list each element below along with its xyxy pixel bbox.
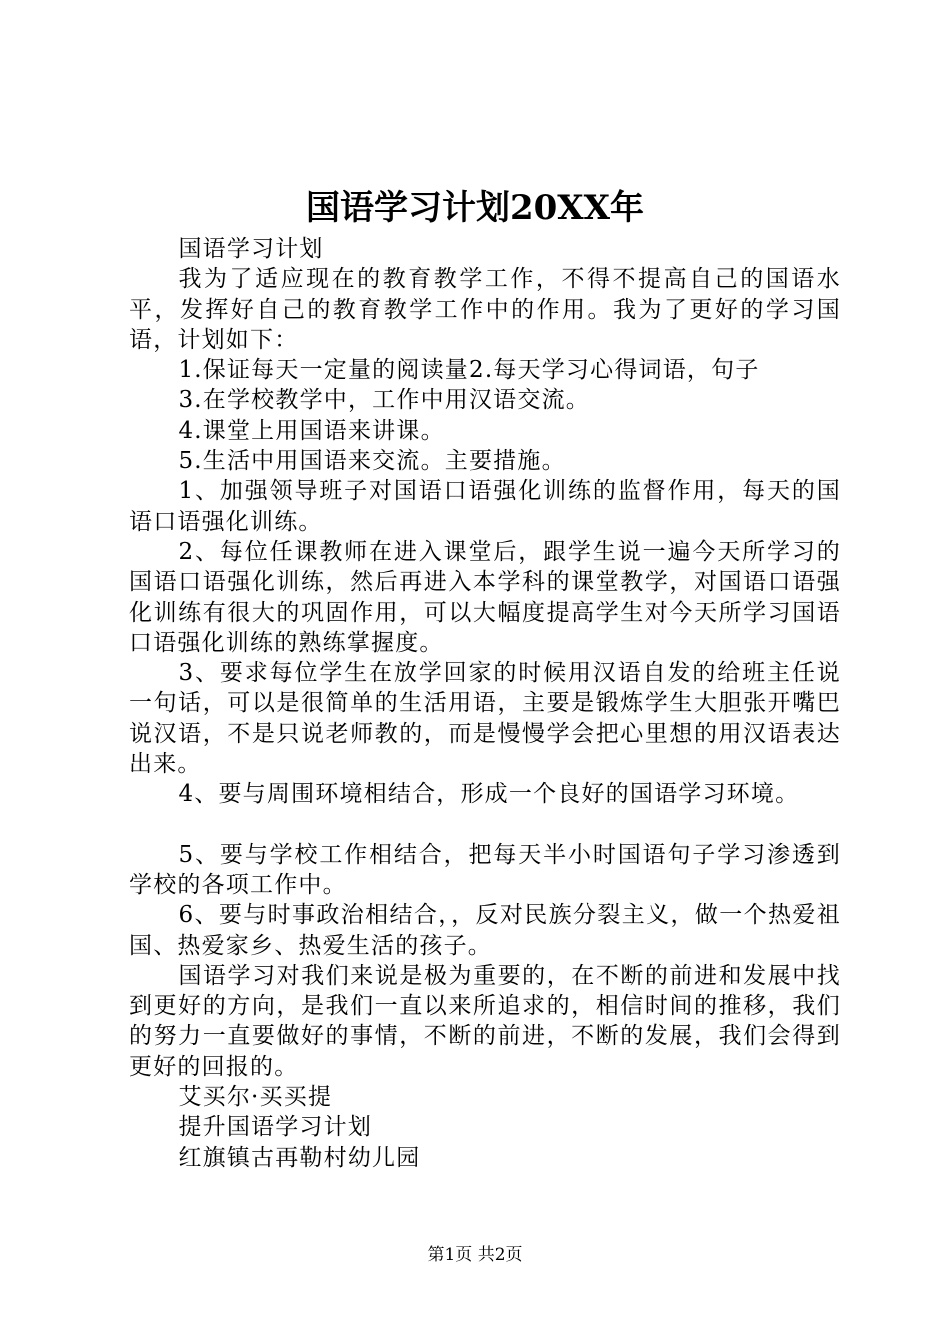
page-number: 第1页 共2页 <box>427 1245 523 1265</box>
paragraph-heading: 国语学习计划 <box>178 236 324 262</box>
subtitle-line: 提升国语学习计划 <box>178 1114 373 1141</box>
plan-item-4: 4.课堂上用国语来讲课。 <box>178 417 445 444</box>
author-name: 艾买尔·买买提 <box>178 1084 333 1111</box>
measure-2: 2、每位任课教师在进入课堂后，跟学生说一遍今天所学习的国语口语强化训练，然后再进入本学科的课堂教学，对国语口语强化训练有很大的巩固作用，可以大幅度提高学生对今天所学习国语口语强化训练的熟练掌握度。 <box>129 538 841 656</box>
measure-1: 1、加强领导班子对国语口语强化训练的监督作用，每天的国语口语强化训练。 <box>129 478 841 535</box>
organization-name: 红旗镇古再勒村幼儿园 <box>178 1144 421 1171</box>
measure-3: 3、要求每位学生在放学回家的时候用汉语自发的给班主任说一句话，可以是很简单的生活用语，主要是锻炼学生大胆张开嘴巴说汉语，不是只说老师教的，而是慢慢学会把心里想的用汉语表达出来。 <box>129 660 841 778</box>
measure-6: 6、要与时事政治相结合，，反对民族分裂主义，做一个热爱祖国、热爱家乡、热爱生活的孩子。 <box>129 902 841 959</box>
paragraph-conclusion: 国语学习对我们来说是极为重要的，在不断的前进和发展中找到更好的方向，是我们一直以来所追求的，相信时间的推移，我们的努力一直要做好的事情，不断的前进，不断的发展，我们会得到更好的回报的。 <box>129 962 841 1080</box>
measure-4: 4、要与周围环境相结合，形成一个良好的国语学习环境。 <box>178 781 800 808</box>
document-body <box>129 234 841 1173</box>
plan-item-3: 3.在学校教学中，工作中用汉语交流。 <box>178 387 590 414</box>
paragraph-intro: 我为了适应现在的教育教学工作，不得不提高自己的国语水平，发挥好自己的教育教学工作中的作用。我为了更好的学习国语，计划如下： <box>129 266 841 353</box>
plan-item-5: 5.生活中用国语来交流。主要措施。 <box>178 448 566 475</box>
measure-5: 5、要与学校工作相结合，把每天半小时国语句子学习渗透到学校的各项工作中。 <box>129 841 841 898</box>
plan-item-1-2: 1.保证每天一定量的阅读量2.每天学习心得词语，句子 <box>178 357 760 384</box>
document-title: 国语学习计划20XX年 <box>305 188 645 228</box>
